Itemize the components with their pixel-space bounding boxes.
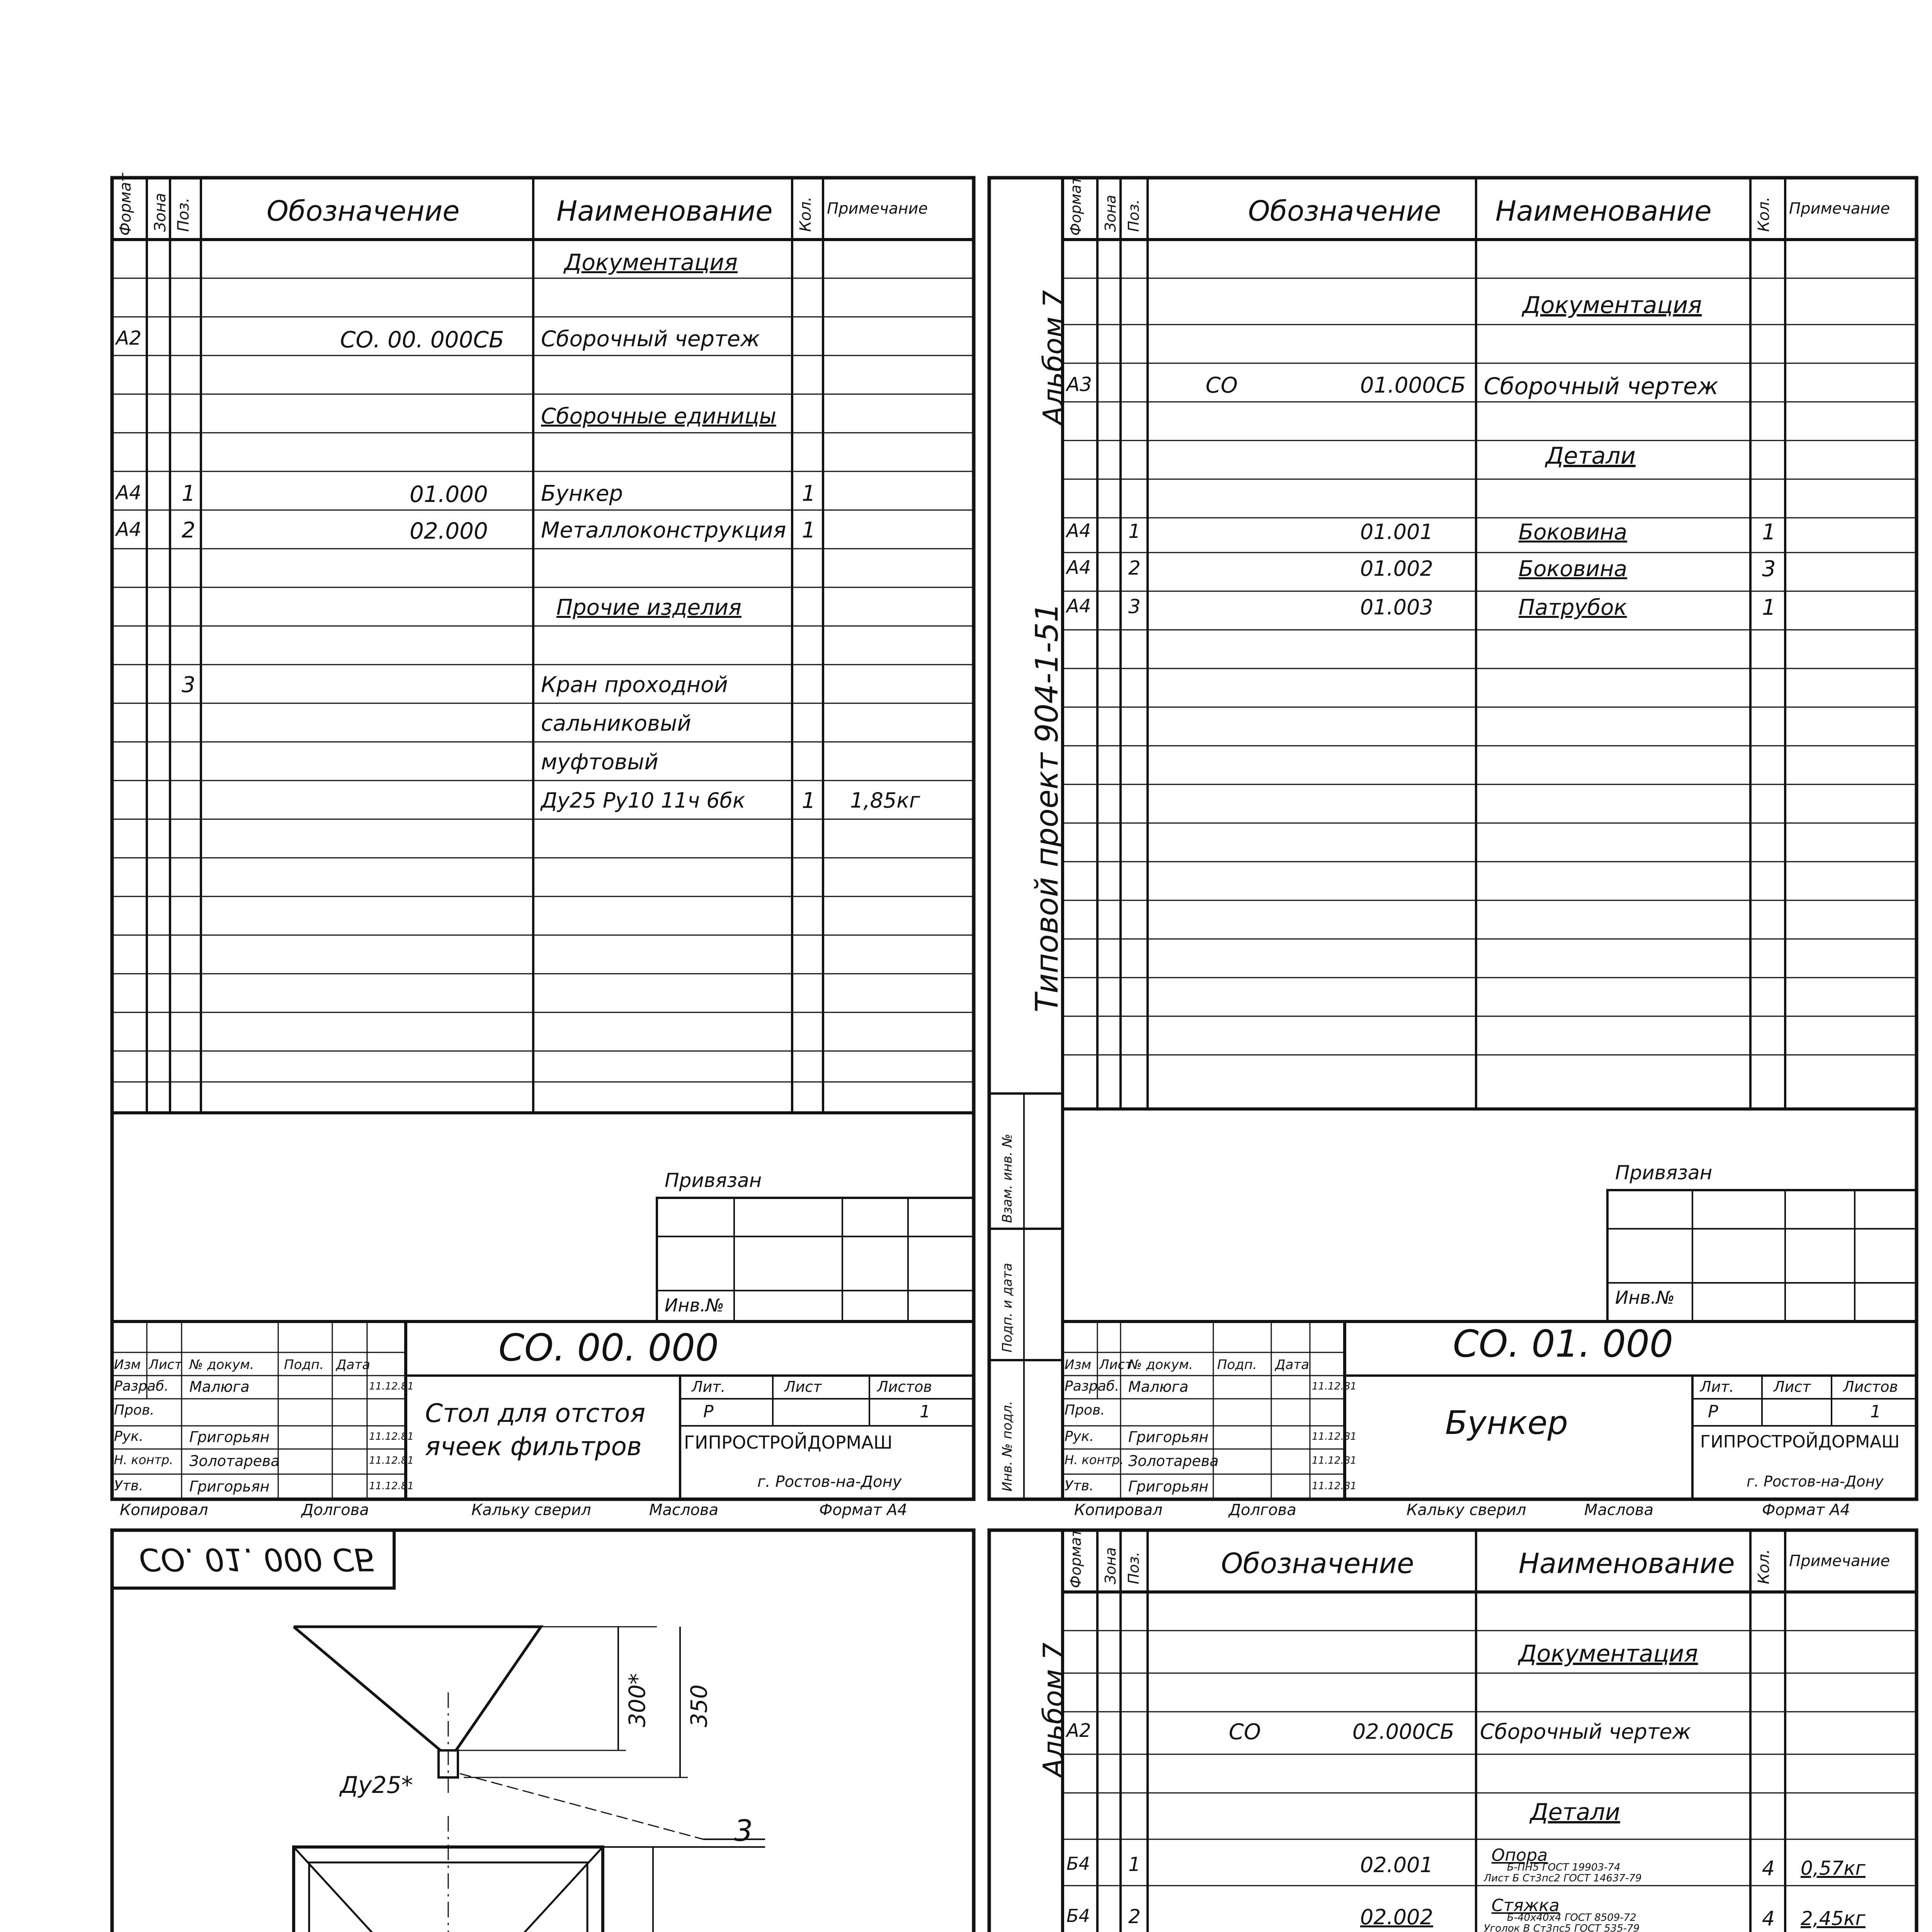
footer-copied: Копировал [1074,1501,1163,1519]
person: Григорьян [189,1478,270,1495]
row-designation-prefix: СО [1229,1719,1261,1745]
listov-value: 1 [920,1402,930,1422]
row-name: Металлоконструкция [541,518,786,543]
col-qty-header: Кол. [797,196,815,232]
row-name: сальниковый [541,711,691,736]
privyazan-label: Привязан [1615,1162,1713,1184]
sig-hdr: Изм [1065,1357,1092,1372]
col-zone-header: Зона [1102,1547,1119,1584]
row-pos: 1 [182,481,196,506]
sig-hdr: Подп. [1217,1357,1257,1372]
row-designation: 02.001 [1360,1853,1433,1877]
row-pos: 3 [182,672,196,697]
date: 11.12.81 [369,1431,414,1442]
row-name: Бункер [541,481,623,506]
list-header: Лист [1774,1378,1811,1395]
side-project: Типовой проект 904-1-51 [1029,602,1065,1012]
listov-header: Листов [877,1378,932,1395]
row-sub: Лист Б Ст3пс2 ГОСТ 14637-79 [1484,1872,1642,1884]
row-format: А4 [116,481,142,504]
role: Разраб. [1065,1378,1119,1394]
col-designation-header: Обозначение [1248,195,1441,227]
row-note: 2,45кг [1801,1907,1866,1930]
dim-350: 350 [686,1684,712,1727]
sig-hdr: № докум. [1128,1357,1193,1372]
row-format: А2 [1066,1720,1091,1742]
row-designation: 01.002 [1360,556,1433,581]
row-name: Стяжка [1492,1896,1560,1915]
row-qty: 4 [1762,1857,1775,1880]
person: Григорьян [1128,1429,1209,1446]
row-name: Кран проходной [541,672,728,697]
row-format: А2 [116,327,142,349]
list-header: Лист [784,1378,822,1395]
footer-copier: Долгова [301,1501,369,1519]
row-format: А4 [1066,557,1091,578]
col-zone-header: Зона [151,193,169,232]
org-city: г. Ростов-на-Дону [757,1473,902,1491]
person: Григорьян [1128,1478,1209,1495]
side-album: Альбом 7 [1037,290,1070,425]
col-note-header: Примечание [1789,1552,1890,1570]
row-format: А4 [116,518,142,541]
col-qty-header: Кол. [1755,196,1773,232]
side-label: Подп. и дата [1000,1263,1015,1352]
lit-value: Р [1708,1402,1718,1422]
date: 11.12.81 [369,1480,414,1492]
sig-hdr: Лист [149,1357,182,1372]
row-name: Сборочный чертеж [1480,1719,1691,1744]
row-name: Документация [564,249,738,276]
footer-format: Формат А4 [819,1501,907,1519]
row-qty: 1 [802,788,816,813]
row-format: А3 [1066,373,1092,396]
col-name-header: Наименование [556,195,773,227]
doc-code: СО. 01. 000 [1453,1322,1673,1366]
col-designation-header: Обозначение [1221,1547,1414,1580]
row-designation-prefix: СО [1206,373,1238,398]
row-sub: Б-40х40х4 ГОСТ 8509-72 [1507,1912,1636,1923]
privyazan-label: Привязан [665,1169,762,1192]
row-format: Б4 [1066,1853,1090,1874]
row-designation: 01.000СБ [1360,373,1466,398]
role: Н. контр. [1065,1452,1124,1467]
lit-header: Лит. [692,1378,726,1395]
footer-checked: Кальку сверил [1406,1501,1526,1519]
row-qty: 4 [1762,1907,1775,1930]
row-designation: 01.001 [1360,520,1433,544]
dim-du25: Ду25* [340,1772,413,1799]
col-note-header: Примечание [827,200,928,218]
org-name: ГИПРОСТРОЙДОРМАШ [1700,1432,1900,1452]
row-pos: 3 [1128,595,1141,618]
row-pos: 1 [1128,1853,1141,1876]
listov-header: Листов [1843,1378,1898,1395]
row-pos: 2 [182,518,196,543]
person: Малюга [189,1378,250,1395]
col-name-header: Наименование [1495,195,1712,227]
col-format-header: Формат [1067,1528,1084,1588]
doc-code: СО. 00. 000 [498,1326,719,1369]
sig-hdr: № докум. [189,1357,254,1372]
row-pos: 1 [1128,520,1141,543]
footer-copier: Долгова [1229,1501,1296,1519]
side-label: Взам. инв. № [1000,1134,1015,1223]
role: Разраб. [114,1378,169,1394]
row-format: Б4 [1066,1905,1090,1926]
role: Пров. [114,1402,155,1418]
date: 11.12.81 [1312,1431,1357,1442]
sig-hdr: Дата [1275,1357,1310,1372]
org-name: ГИПРОСТРОЙДОРМАШ [684,1432,893,1453]
footer-checked: Кальку сверил [471,1501,591,1519]
row-name: Детали [1546,442,1636,469]
row-designation: 02.002 [1360,1905,1433,1929]
mirrored-code: СО. 01. 000 СБ [139,1541,376,1577]
row-pos: 2 [1128,1905,1141,1928]
col-designation-header: Обозначение [267,195,460,227]
row-name: Документация [1519,1640,1698,1667]
row-qty: 3 [1762,556,1776,582]
doc-title: Бункер [1445,1404,1568,1442]
col-format-header: Формат [1067,176,1084,236]
sig-hdr: Дата [336,1357,371,1372]
row-sub: Уголок В Ст3пс5 ГОСТ 535-79 [1484,1923,1640,1932]
row-designation: 01.003 [1360,595,1433,619]
person: Малюга [1128,1378,1189,1395]
row-name: Сборочный чертеж [541,327,760,352]
date: 11.12.81 [369,1455,414,1466]
row-name: Сборочные единицы [541,404,776,429]
row-name: Боковина [1519,520,1628,545]
row-name: Документация [1522,292,1702,319]
lit-value: Р [703,1402,714,1422]
person: Золотарева [1128,1452,1219,1469]
row-name: Прочие изделия [556,595,742,620]
col-note-header: Примечание [1789,200,1890,218]
role: Утв. [1065,1478,1094,1494]
footer-checker: Маслова [1584,1501,1654,1519]
row-qty: 1 [1762,595,1776,620]
row-name: Патрубок [1519,595,1627,620]
callout-3: 3 [734,1813,753,1848]
row-designation: 02.000СБ [1352,1719,1454,1744]
role: Пров. [1065,1402,1105,1418]
row-format: А4 [1066,520,1091,542]
row-sub: Б-ПН5 ГОСТ 19903-74 [1507,1862,1621,1873]
sig-hdr: Подп. [284,1357,324,1372]
date: 11.12.81 [1312,1381,1357,1392]
sig-hdr: Изм [114,1357,141,1372]
row-name: Боковина [1519,556,1628,582]
row-name: Опора [1492,1845,1548,1865]
col-name-header: Наименование [1519,1547,1735,1580]
date: 11.12.81 [1312,1455,1357,1466]
col-zone-header: Зона [1102,195,1119,232]
col-pos-header: Поз. [1125,1551,1142,1584]
person: Золотарева [189,1452,280,1469]
col-pos-header: Поз. [1125,199,1142,232]
role: Н. контр. [114,1452,173,1467]
row-qty: 1 [1762,520,1776,545]
role: Рук. [1065,1429,1094,1444]
row-qty: 1 [802,518,816,543]
row-name: муфтовый [541,750,658,775]
row-name: Ду25 Ру10 11ч 6бк [541,788,745,813]
lit-header: Лит. [1700,1378,1734,1395]
row-note: 1,85кг [850,788,920,813]
row-designation: СО. 00. 000СБ [340,327,504,353]
col-qty-header: Кол. [1755,1549,1773,1584]
side-album: Альбом 7 [1037,1642,1070,1777]
inv-label: Инв.№ [665,1295,724,1316]
row-pos: 2 [1128,557,1141,579]
listov-value: 1 [1870,1402,1881,1422]
footer-checker: Маслова [649,1501,719,1519]
col-pos-header: Поз. [175,197,192,232]
role: Утв. [114,1478,143,1494]
footer-copied: Копировал [120,1501,208,1519]
role: Рук. [114,1429,144,1444]
org-city: г. Ростов-на-Дону [1747,1473,1884,1490]
row-name: Сборочный чертеж [1484,373,1718,400]
row-note: 0,57кг [1801,1857,1866,1879]
row-designation: 01.000 [410,481,488,507]
inv-label: Инв.№ [1615,1287,1675,1308]
col-format-header: Формат [117,173,134,236]
side-label: Инв. № подл. [1000,1401,1015,1492]
date: 11.12.81 [369,1381,414,1392]
person: Григорьян [189,1429,270,1446]
doc-title: Стол для отстоя ячеек фильтров [425,1398,646,1461]
footer-format: Формат А4 [1762,1501,1850,1519]
date: 11.12.81 [1312,1480,1357,1492]
sig-hdr: Лист [1099,1357,1133,1372]
row-designation: 02.000 [410,518,488,544]
row-qty: 1 [802,481,816,506]
row-name: Детали [1530,1799,1620,1826]
dim-300: 300* [624,1673,650,1727]
row-format: А4 [1066,595,1091,617]
